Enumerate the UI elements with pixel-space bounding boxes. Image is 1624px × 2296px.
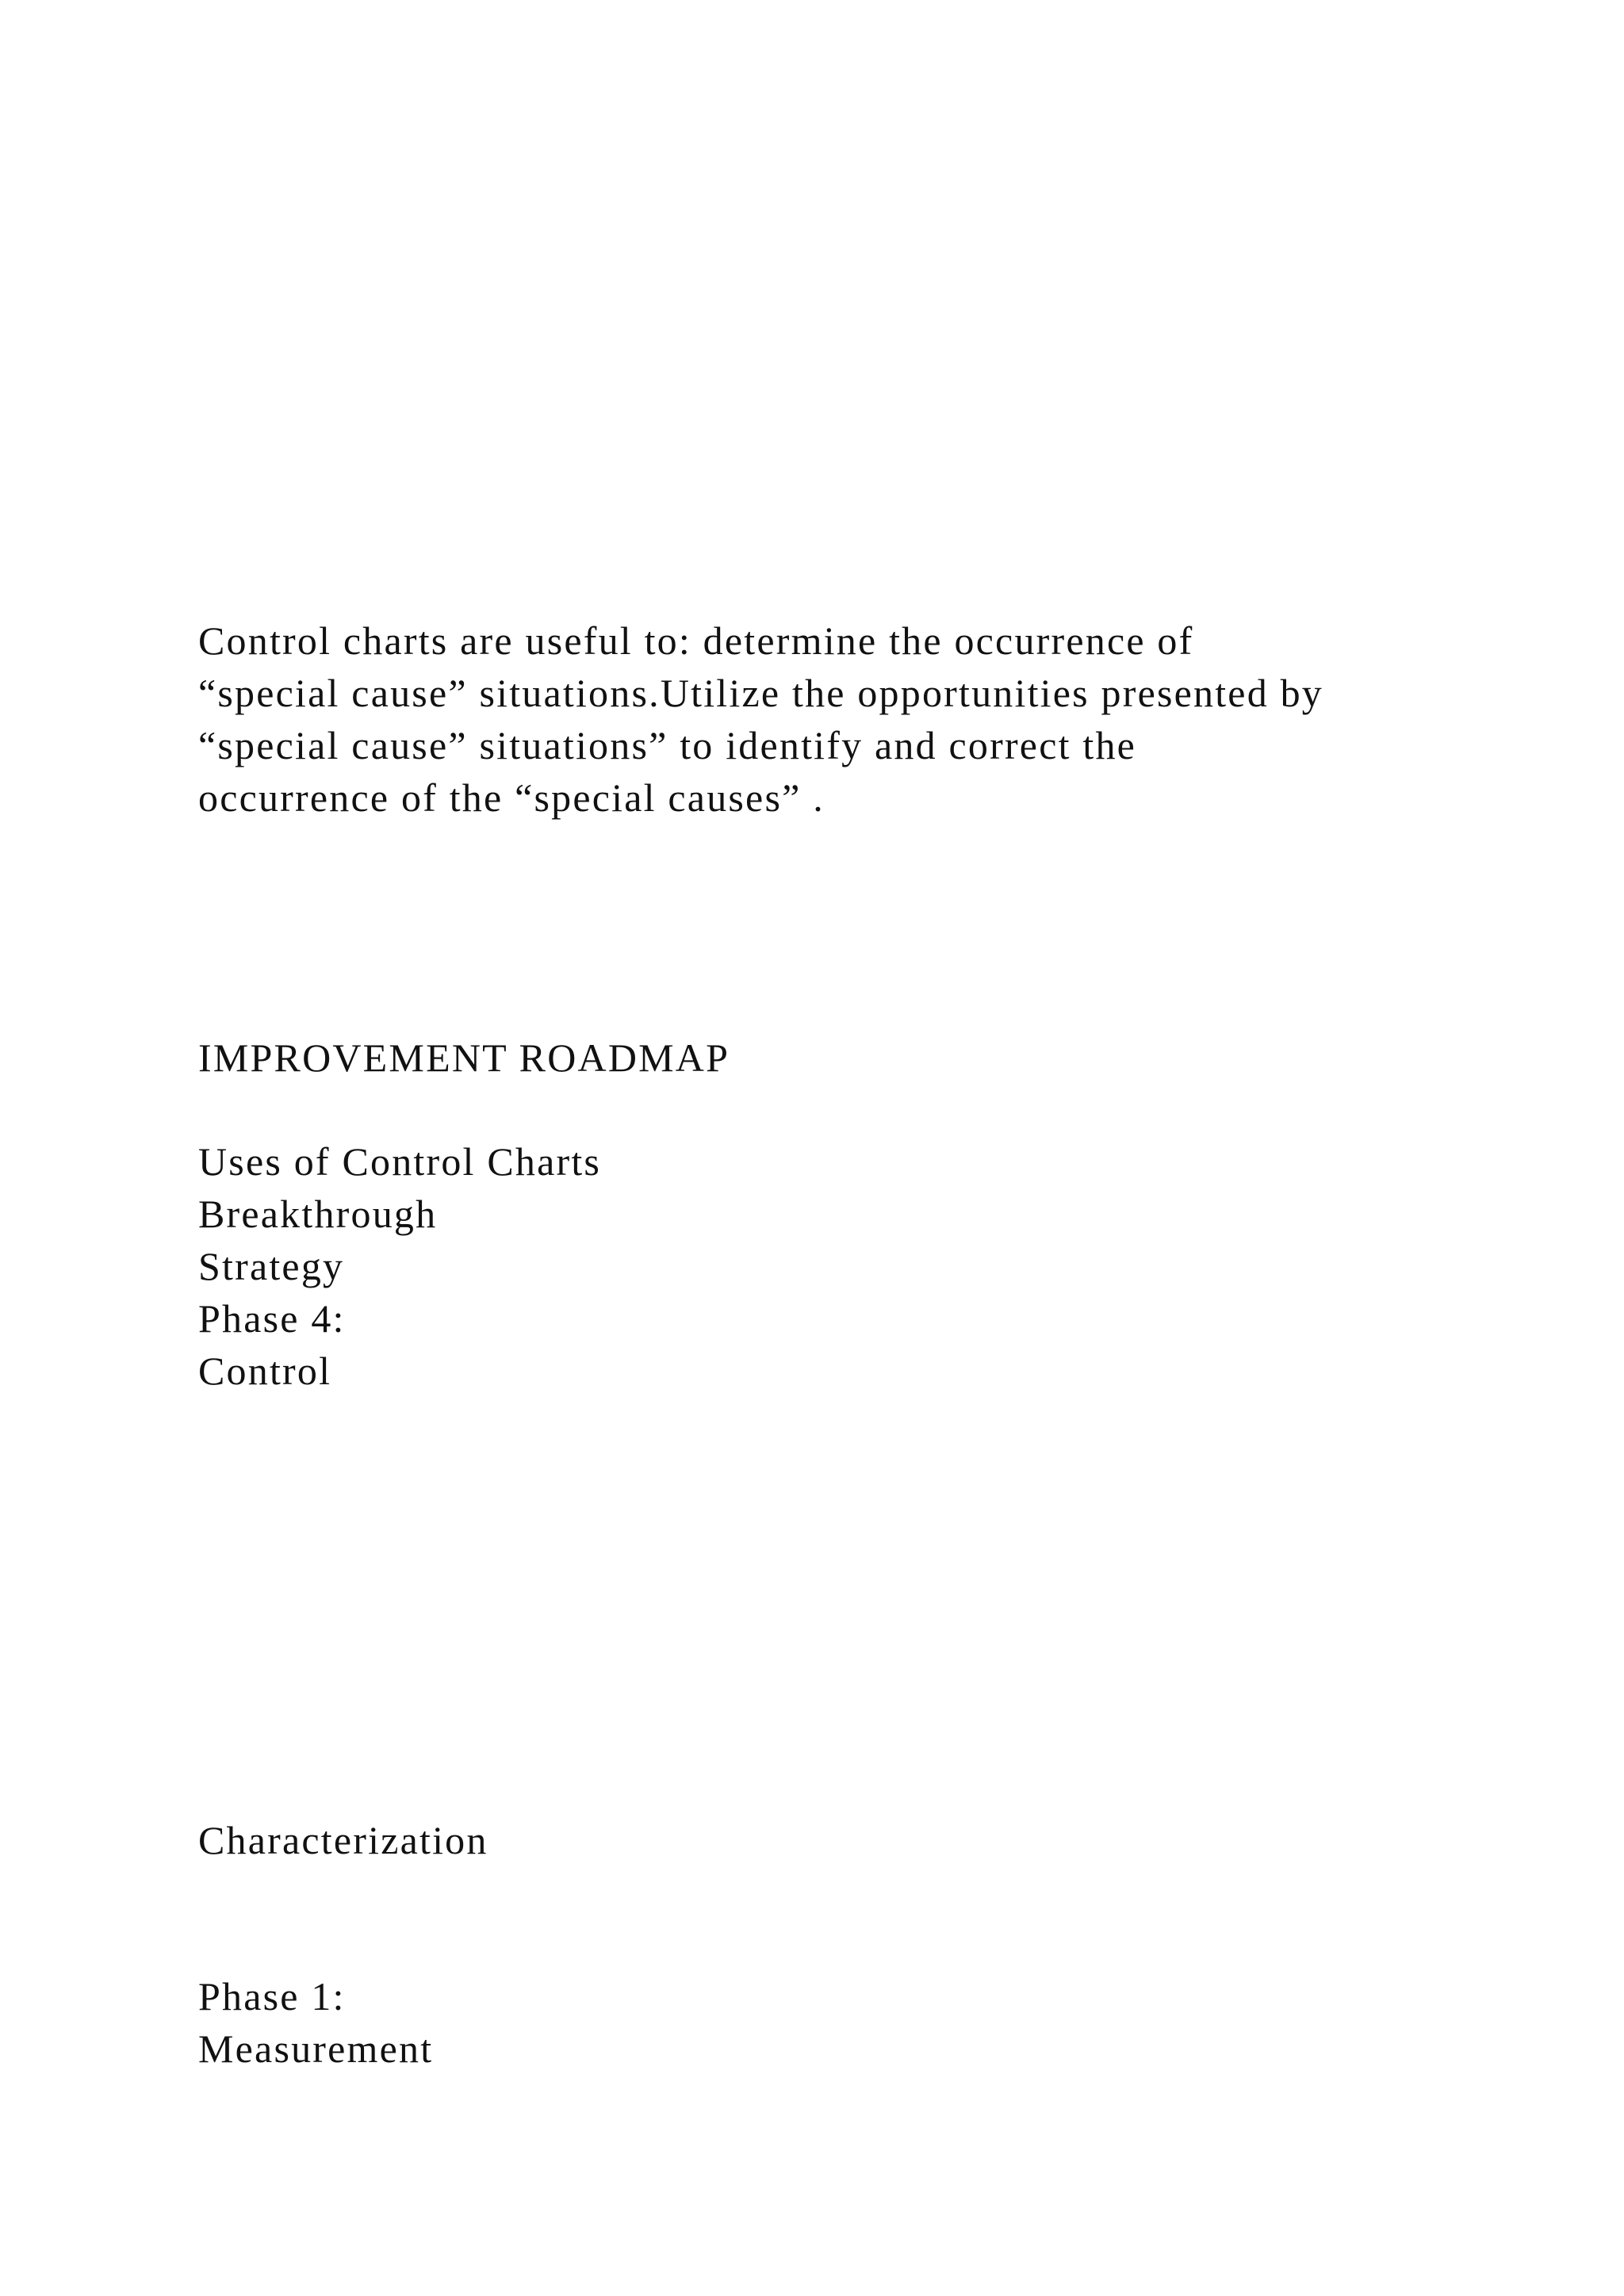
phase1-line-2: Measurement xyxy=(198,2026,434,2071)
uses-heading: Uses of Control Charts xyxy=(198,1139,602,1184)
strategy-line-1: Breakthrough xyxy=(198,1192,438,1236)
intro-line-4: occurrence of the “special causes” . xyxy=(198,775,825,820)
strategy-line-3: Phase 4: xyxy=(198,1296,346,1341)
intro-line-3: “special cause” situations” to identify and correct the xyxy=(198,723,1137,767)
intro-line-1: Control charts are useful to: determine the occurrence of xyxy=(198,618,1194,663)
strategy-line-2: Strategy xyxy=(198,1244,345,1288)
characterization-label: Characterization xyxy=(198,1818,488,1862)
roadmap-heading: IMPROVEMENT ROADMAP xyxy=(198,1035,730,1080)
intro-line-2: “special cause” situations.Utilize the opportunities presented by xyxy=(198,671,1324,715)
phase1-line-1: Phase 1: xyxy=(198,1974,346,2019)
strategy-line-4: Control xyxy=(198,1349,332,1393)
